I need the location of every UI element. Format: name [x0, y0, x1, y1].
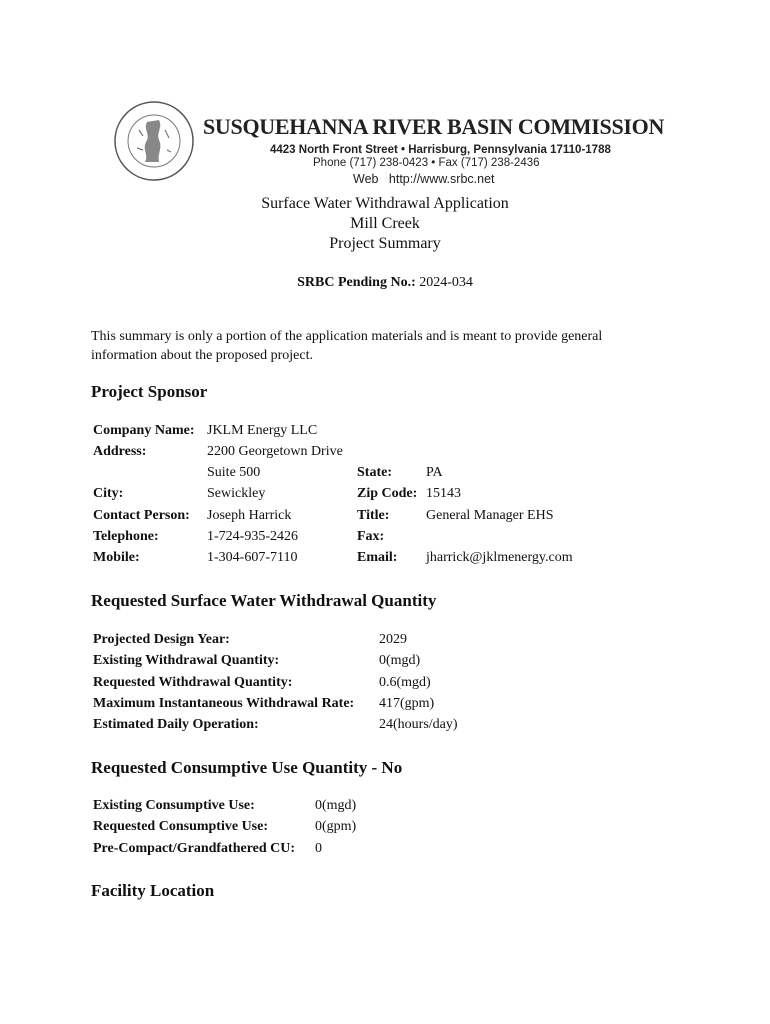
company-name-label: Company Name: — [93, 423, 195, 438]
withdrawal-row-label: Existing Withdrawal Quantity: — [93, 653, 280, 668]
organization-phone-fax: Phone (717) 238-0423 • Fax (717) 238-2436 — [313, 157, 540, 169]
document-title — [0, 194, 770, 254]
contact-person-label: Contact Person: — [93, 508, 190, 523]
withdrawal-row-label: Requested Withdrawal Quantity: — [93, 675, 293, 690]
zip-code-label: Zip Code: — [357, 486, 418, 501]
telephone-value: 1-724-935-2426 — [207, 529, 298, 544]
withdrawal-quantity-heading: Requested Surface Water Withdrawal Quantity — [91, 591, 437, 610]
title-label: Title: — [357, 508, 390, 523]
consumptive-row-value: 0 — [315, 841, 322, 856]
commission-seal — [113, 100, 195, 182]
title-project-name: Mill Creek — [350, 215, 420, 232]
consumptive-row-value: 0(mgd) — [315, 798, 357, 813]
pending-number-value: 2024-034 — [415, 275, 473, 290]
withdrawal-row-label: Estimated Daily Operation: — [93, 717, 259, 732]
fax-label: Fax: — [357, 529, 385, 544]
consumptive-use-heading: Requested Consumptive Use Quantity - No — [91, 758, 403, 777]
withdrawal-row-value: 0.6(mgd) — [379, 675, 431, 690]
mobile-value: 1-304-607-7110 — [207, 550, 298, 565]
consumptive-row-label: Requested Consumptive Use: — [93, 819, 268, 834]
state-label: State: — [357, 465, 392, 480]
withdrawal-row-value: 24(hours/day) — [379, 717, 458, 732]
organization-name: SUSQUEHANNA RIVER BASIN COMMISSION — [203, 114, 665, 139]
consumptive-row-label: Pre-Compact/Grandfathered CU: — [93, 841, 296, 856]
city-value: Sewickley — [207, 486, 266, 501]
organization-web: Web http://www.srbc.net — [353, 172, 495, 186]
project-sponsor-heading: Project Sponsor — [91, 382, 208, 401]
address-line1: 2200 Georgetown Drive — [207, 444, 343, 459]
zip-code-value: 15143 — [426, 486, 461, 501]
city-label: City: — [93, 486, 124, 501]
title-value: General Manager EHS — [426, 508, 554, 523]
withdrawal-row-label: Maximum Instantaneous Withdrawal Rate: — [93, 696, 355, 711]
facility-location-heading: Facility Location — [91, 881, 215, 900]
pending-number — [0, 275, 770, 291]
title-application-type: Surface Water Withdrawal Application — [261, 195, 509, 212]
withdrawal-row-label: Projected Design Year: — [93, 632, 230, 647]
address-label: Address: — [93, 444, 147, 459]
withdrawal-row-value: 417(gpm) — [379, 696, 435, 711]
telephone-label: Telephone: — [93, 529, 159, 544]
consumptive-row-value: 0(gpm) — [315, 819, 357, 834]
pending-number-label: SRBC Pending No.: — [297, 275, 416, 290]
title-summary: Project Summary — [329, 235, 441, 252]
intro-paragraph: This summary is only a portion of the application materials and is meant to provide general information about the proposed project. — [91, 329, 603, 363]
consumptive-row-label: Existing Consumptive Use: — [93, 798, 255, 813]
withdrawal-row-value: 0(mgd) — [379, 653, 421, 668]
company-name-value: JKLM Energy LLC — [207, 423, 318, 438]
state-value: PA — [426, 465, 443, 480]
mobile-label: Mobile: — [93, 550, 140, 565]
organization-address: 4423 North Front Street • Harrisburg, Pennsylvania 17110-1788 — [270, 144, 611, 156]
address-line2: Suite 500 — [207, 465, 261, 480]
email-label: Email: — [357, 550, 398, 565]
withdrawal-row-value: 2029 — [379, 632, 407, 647]
email-value: jharrick@jklmenergy.com — [426, 550, 573, 565]
contact-person-value: Joseph Harrick — [207, 508, 292, 523]
